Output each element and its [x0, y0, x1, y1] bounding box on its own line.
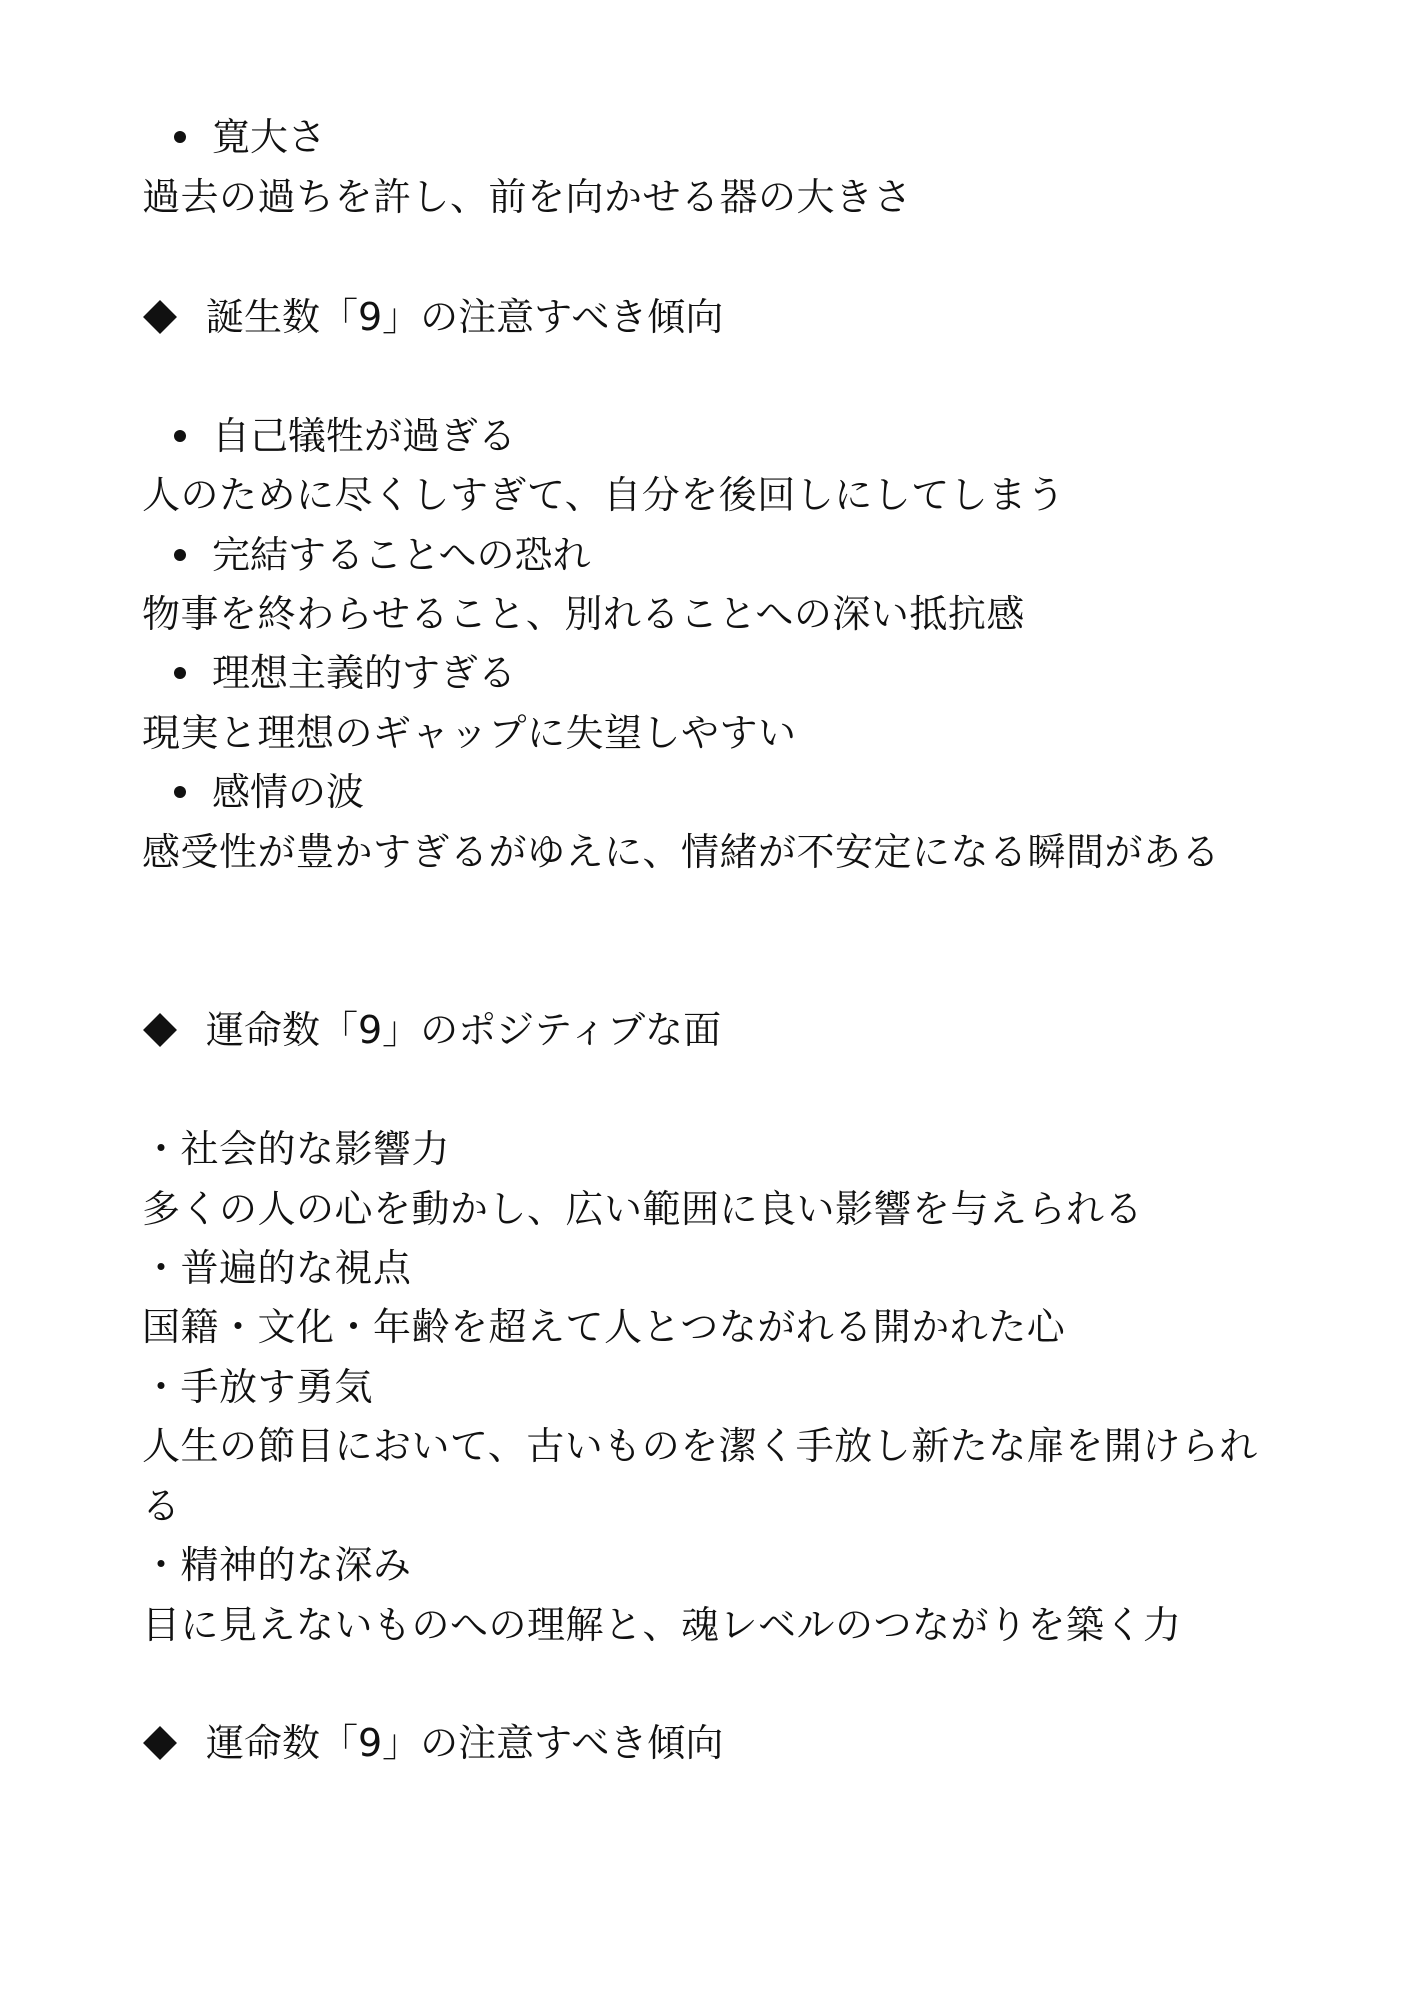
- section-heading-destiny-caution: [142, 1721, 724, 1765]
- list-item: [174, 414, 517, 458]
- heading-text: 誕生数「9」の注意すべき傾向: [206, 295, 724, 339]
- bullet-description: 過去の過ちを許し、前を向かせる器の大きさ: [142, 175, 913, 219]
- diamond-icon: [143, 1726, 177, 1760]
- list-item: [174, 651, 517, 695]
- heading-text: 運命数「9」の注意すべき傾向: [206, 1721, 724, 1765]
- heading-text: 運命数「9」のポジティブな面: [206, 1008, 722, 1052]
- list-item-description: 国籍・文化・年齢を超えて人とつながれる開かれた心: [142, 1305, 1066, 1349]
- diamond-icon: [143, 1013, 177, 1047]
- section-heading-birth-caution: [142, 295, 724, 339]
- bullet-dot: [174, 786, 186, 798]
- bullet-dot: [174, 549, 186, 561]
- bullet-generosity: [174, 115, 327, 159]
- list-item-description: 物事を終わらせること、別れることへの深い抵抗感: [142, 592, 1025, 636]
- list-item-title: ・普遍的な視点: [142, 1246, 412, 1290]
- list-item-title: 理想主義的すぎる: [212, 651, 517, 695]
- list-item-description-continued: る: [142, 1484, 181, 1528]
- list-item-description: 現実と理想のギャップに失望しやすい: [142, 711, 797, 755]
- bullet-label: 寛大さ: [212, 115, 327, 159]
- list-item: [174, 533, 591, 577]
- list-item-title: 完結することへの恐れ: [212, 533, 591, 577]
- list-item-description: 人生の節目において、古いものを潔く手放し新たな扉を開けられ: [142, 1424, 1258, 1468]
- list-item-title: 自己犠牲が過ぎる: [212, 414, 517, 458]
- list-item-title: 感情の波: [212, 770, 365, 814]
- list-item-description: 目に見えないものへの理解と、魂レベルのつながりを築く力: [142, 1603, 1182, 1647]
- list-item-title: ・精神的な深み: [142, 1543, 412, 1587]
- diamond-icon: [143, 300, 177, 334]
- list-item-description: 人のために尽くしすぎて、自分を後回しにしてしまう: [142, 473, 1066, 517]
- list-item-description: 多くの人の心を動かし、広い範囲に良い影響を与えられる: [142, 1187, 1144, 1231]
- list-item-title: ・社会的な影響力: [142, 1127, 451, 1171]
- list-item-title: ・手放す勇気: [142, 1365, 374, 1409]
- section-heading-destiny-positive: [142, 1008, 722, 1052]
- list-item-description: 感受性が豊かすぎるがゆえに、情緒が不安定になる瞬間がある: [142, 830, 1221, 874]
- list-item: [174, 770, 365, 814]
- bullet-dot: [174, 667, 186, 679]
- bullet-dot: [174, 430, 186, 442]
- bullet-dot: [174, 131, 186, 143]
